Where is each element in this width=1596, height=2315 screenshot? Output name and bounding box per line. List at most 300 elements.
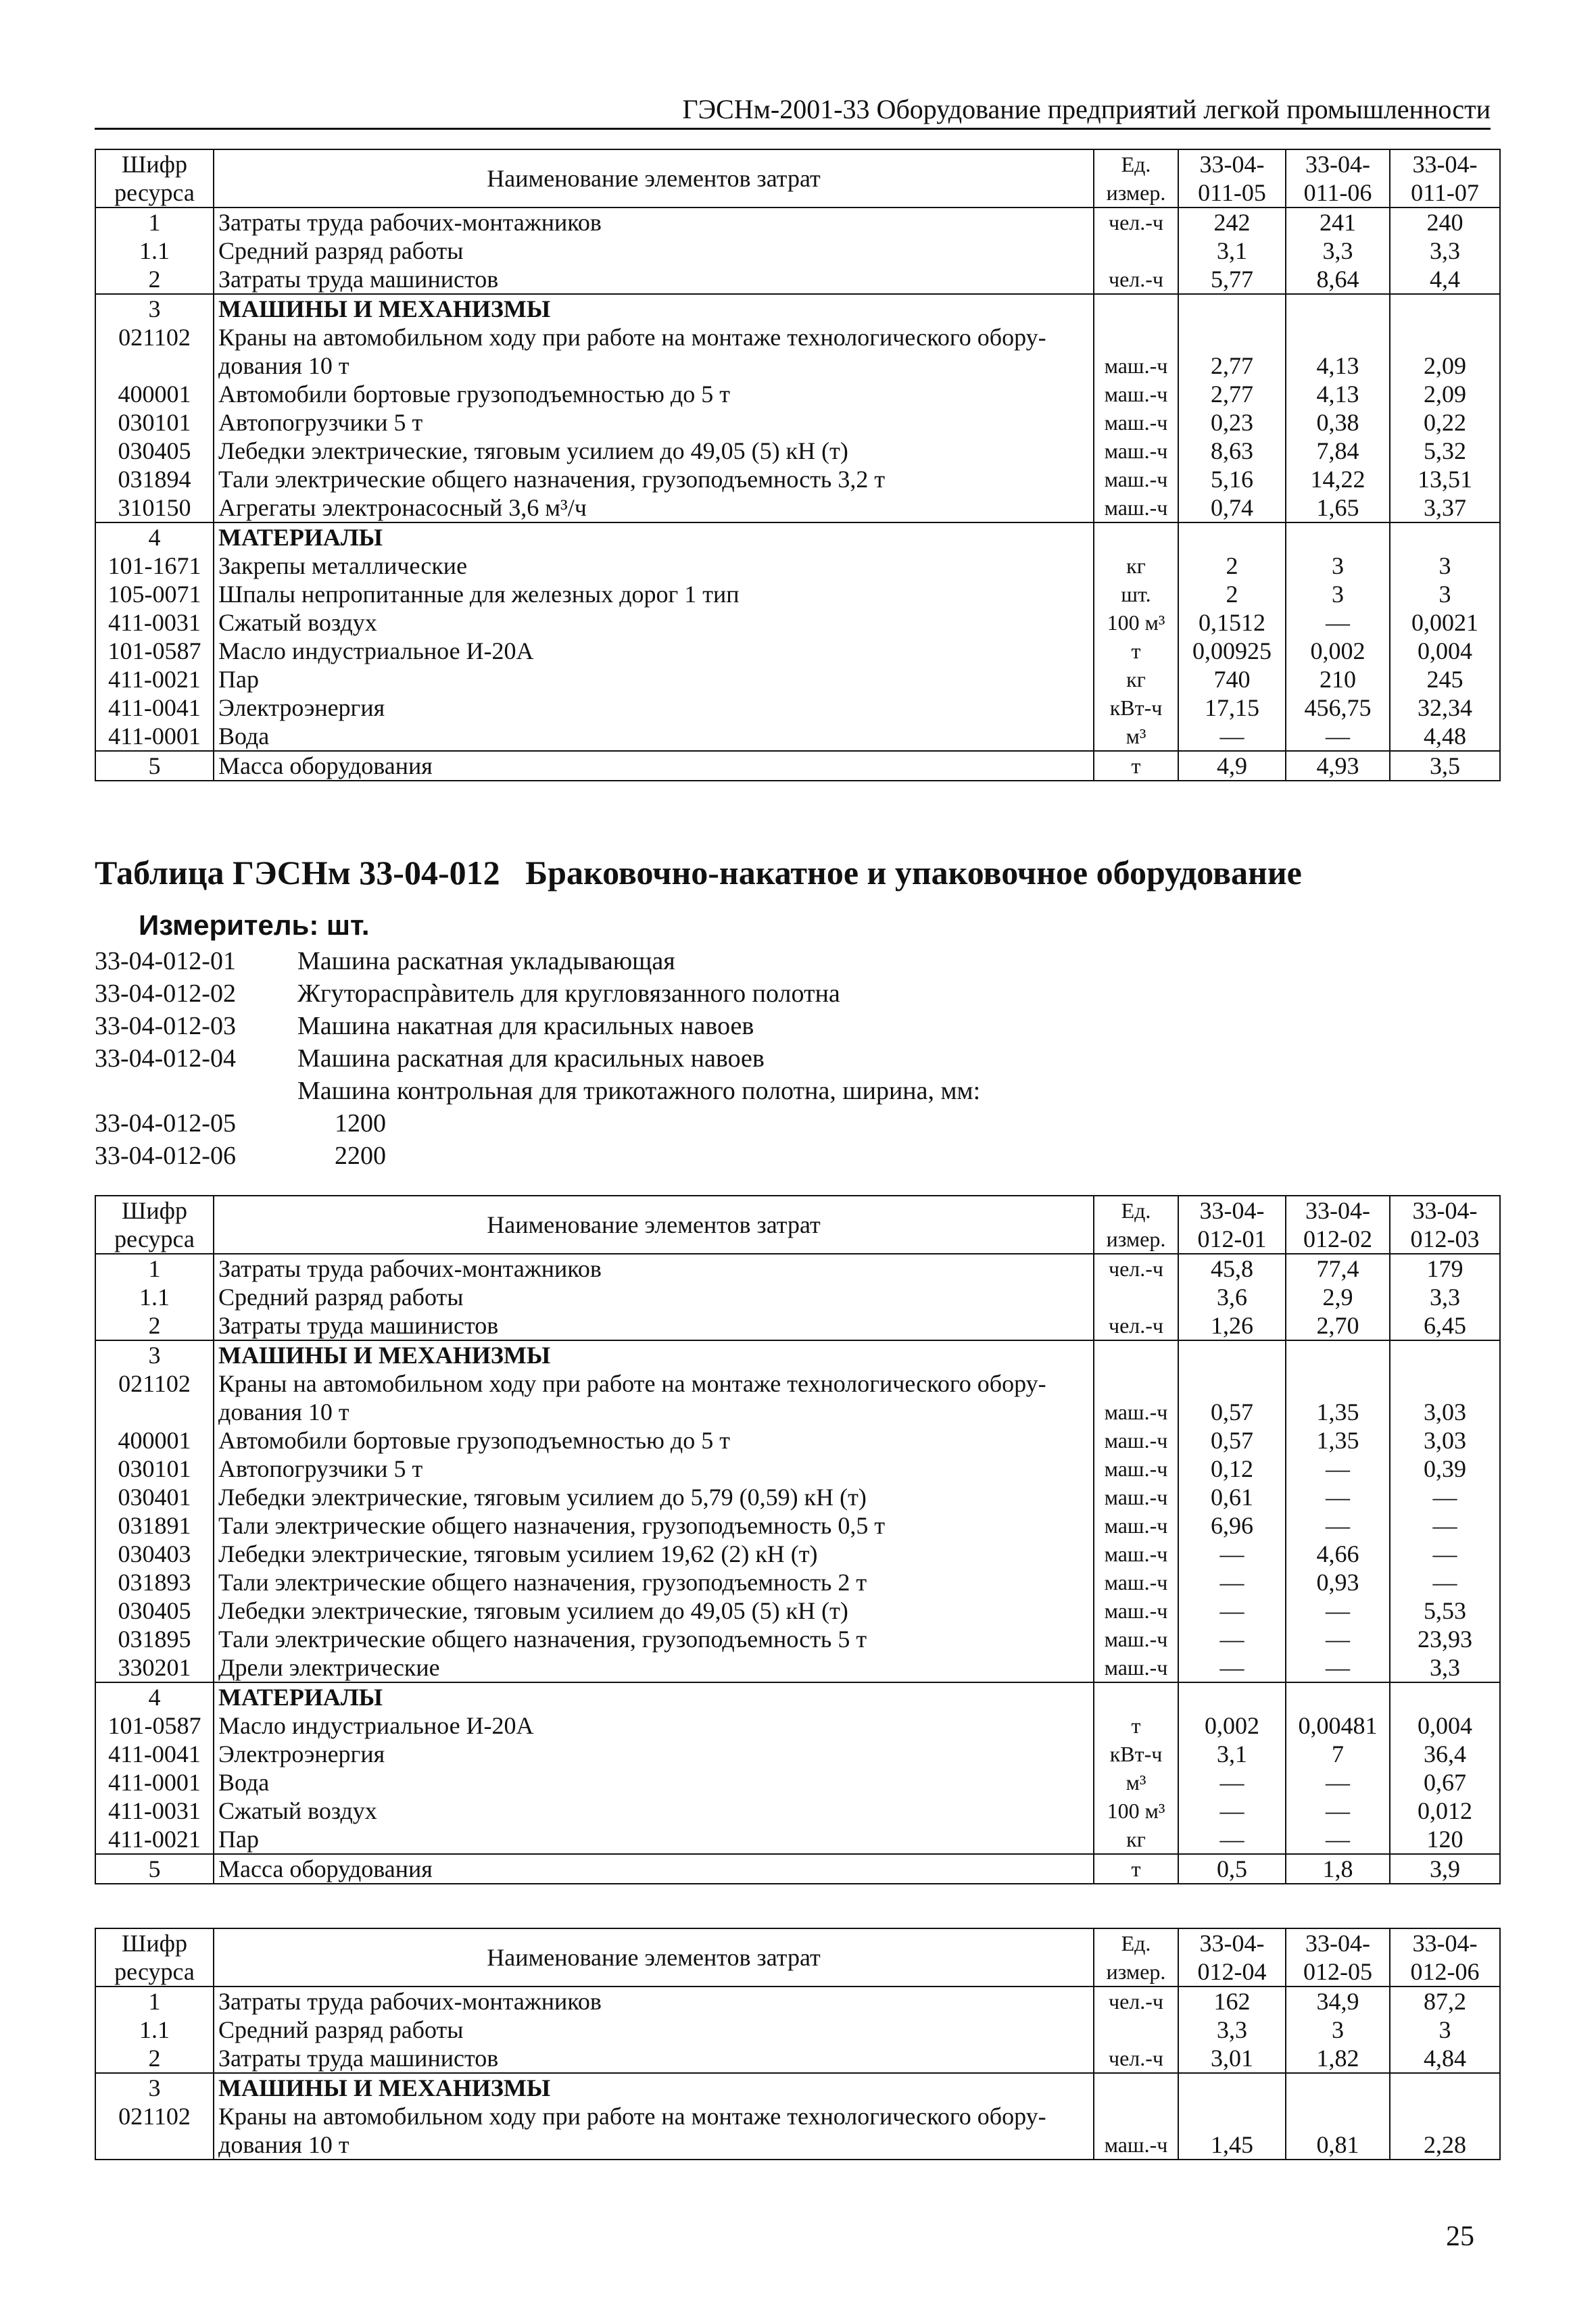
cost-item-name: Затраты труда рабочих-монтажников bbox=[214, 208, 1094, 237]
cost-item-name: Краны на автомобильном ходу при работе на монтаже технологического обору-дования 10 т bbox=[214, 2102, 1094, 2160]
value: 5,16 bbox=[1178, 465, 1286, 493]
table-body bbox=[95, 208, 1500, 781]
value: — bbox=[1286, 1455, 1390, 1483]
resource-code: 4 bbox=[95, 1682, 214, 1711]
cost-item-name: Средний разряд работы bbox=[214, 2016, 1094, 2044]
table-row bbox=[95, 465, 1500, 493]
value: 0,004 bbox=[1390, 1711, 1500, 1740]
unit: 100 м³ bbox=[1094, 608, 1178, 637]
item-code: 33-04-012-01 bbox=[95, 947, 236, 975]
table-row bbox=[95, 408, 1500, 437]
resource-code: 411-0031 bbox=[95, 608, 214, 637]
value: 120 bbox=[1390, 1825, 1500, 1854]
value: 5,77 bbox=[1178, 265, 1286, 294]
unit: т bbox=[1094, 637, 1178, 665]
value: 8,64 bbox=[1286, 265, 1390, 294]
value: 0,74 bbox=[1178, 493, 1286, 522]
cost-item-name: Закрепы металлические bbox=[214, 552, 1094, 580]
unit: маш.-ч bbox=[1094, 437, 1178, 465]
value: — bbox=[1286, 1797, 1390, 1825]
resource-code: 5 bbox=[95, 751, 214, 781]
value: — bbox=[1178, 1597, 1286, 1625]
table-row bbox=[95, 722, 1500, 751]
value bbox=[1178, 522, 1286, 552]
value bbox=[1286, 1682, 1390, 1711]
unit: маш.-ч bbox=[1094, 1653, 1178, 1682]
resource-code: 411-0041 bbox=[95, 1740, 214, 1768]
value: — bbox=[1286, 1825, 1390, 1854]
value: 4,4 bbox=[1390, 265, 1500, 294]
value: 0,5 bbox=[1178, 1854, 1286, 1884]
cost-item-name: Затраты труда машинистов bbox=[214, 2044, 1094, 2073]
table-row bbox=[95, 608, 1500, 637]
table-row bbox=[95, 1455, 1500, 1483]
value: 0,002 bbox=[1286, 637, 1390, 665]
unit: кг bbox=[1094, 552, 1178, 580]
cost-item-name: Электроэнергия bbox=[214, 1740, 1094, 1768]
unit: кВт-ч bbox=[1094, 1740, 1178, 1768]
resource-code: 030101 bbox=[95, 1455, 214, 1483]
cost-item-name: Автомобили бортовые грузоподъемностью до 5 т bbox=[214, 1426, 1094, 1455]
item-name: 2200 bbox=[335, 1142, 386, 1170]
cost-item-name: МАШИНЫ И МЕХАНИЗМЫ bbox=[214, 294, 1094, 323]
value: 3,3 bbox=[1390, 1653, 1500, 1682]
unit: маш.-ч bbox=[1094, 493, 1178, 522]
value: 0,12 bbox=[1178, 1455, 1286, 1483]
value: — bbox=[1178, 1625, 1286, 1653]
value bbox=[1286, 294, 1390, 323]
resource-code: 030405 bbox=[95, 437, 214, 465]
table-row bbox=[95, 1311, 1500, 1340]
table-row bbox=[95, 1625, 1500, 1653]
resource-code: 031895 bbox=[95, 1625, 214, 1653]
value: 456,75 bbox=[1286, 693, 1390, 722]
value: 45,8 bbox=[1178, 1254, 1286, 1283]
value: 242 bbox=[1178, 208, 1286, 237]
unit bbox=[1094, 294, 1178, 323]
value bbox=[1178, 1340, 1286, 1369]
resource-code: 031894 bbox=[95, 465, 214, 493]
value: 3,3 bbox=[1390, 237, 1500, 265]
cost-item-name: Краны на автомобильном ходу при работе на монтаже технологического обору-дования 10 т bbox=[214, 1369, 1094, 1426]
value: — bbox=[1286, 1597, 1390, 1625]
resource-code: 1 bbox=[95, 1254, 214, 1283]
unit: маш.-ч bbox=[1094, 1540, 1178, 1568]
value: 77,4 bbox=[1286, 1254, 1390, 1283]
value: 0,00481 bbox=[1286, 1711, 1390, 1740]
header-column-code: 33-04-012-05 bbox=[1286, 1928, 1390, 1987]
cost-item-name: Автопогрузчики 5 т bbox=[214, 408, 1094, 437]
table-row bbox=[95, 1426, 1500, 1455]
cost-item-name: Пар bbox=[214, 1825, 1094, 1854]
value: 241 bbox=[1286, 208, 1390, 237]
header-column-code: 33-04-012-03 bbox=[1390, 1196, 1500, 1254]
unit: м³ bbox=[1094, 1768, 1178, 1797]
value: 36,4 bbox=[1390, 1740, 1500, 1768]
resource-code: 400001 bbox=[95, 1426, 214, 1455]
page-number: 25 bbox=[1446, 2221, 1474, 2252]
table-row bbox=[95, 522, 1500, 552]
table-row bbox=[95, 1340, 1500, 1369]
header-column-code: 33-04-012-01 bbox=[1178, 1196, 1286, 1254]
unit: чел.-ч bbox=[1094, 208, 1178, 237]
resource-code: 330201 bbox=[95, 1653, 214, 1682]
table-row bbox=[95, 380, 1500, 408]
value bbox=[1286, 1340, 1390, 1369]
value bbox=[1390, 1340, 1500, 1369]
item-name: 1200 bbox=[335, 1109, 386, 1138]
item-name: Машина раскатная для красильных навоев bbox=[297, 1044, 765, 1073]
table-row bbox=[95, 323, 1500, 380]
unit: м³ bbox=[1094, 722, 1178, 751]
resource-code: 031893 bbox=[95, 1568, 214, 1597]
resource-code: 310150 bbox=[95, 493, 214, 522]
header-column-code: 33-04-011-06 bbox=[1286, 149, 1390, 208]
resource-code: 1.1 bbox=[95, 2016, 214, 2044]
cost-item-name: Дрели электрические bbox=[214, 1653, 1094, 1682]
value: 1,45 bbox=[1178, 2102, 1286, 2160]
value: 7 bbox=[1286, 1740, 1390, 1768]
value: 4,13 bbox=[1286, 380, 1390, 408]
item-name: Машина накатная для красильных навоев bbox=[297, 1012, 754, 1040]
resource-code: 2 bbox=[95, 265, 214, 294]
value: — bbox=[1286, 1768, 1390, 1797]
resource-code: 3 bbox=[95, 2073, 214, 2102]
cost-item-name: Электроэнергия bbox=[214, 693, 1094, 722]
running-header: ГЭСНм-2001-33 Оборудование предприятий легкой промышленности bbox=[95, 93, 1491, 130]
unit: шт. bbox=[1094, 580, 1178, 608]
unit: т bbox=[1094, 1854, 1178, 1884]
table-row bbox=[95, 1511, 1500, 1540]
resource-code: 101-1671 bbox=[95, 552, 214, 580]
table-row bbox=[95, 1682, 1500, 1711]
table-row bbox=[95, 1768, 1500, 1797]
value: 2,70 bbox=[1286, 1311, 1390, 1340]
value: — bbox=[1390, 1540, 1500, 1568]
header-column-code: 33-04-012-02 bbox=[1286, 1196, 1390, 1254]
resource-code: 1 bbox=[95, 208, 214, 237]
value: 240 bbox=[1390, 208, 1500, 237]
cost-item-name: Тали электрические общего назначения, грузоподъемность 3,2 т bbox=[214, 465, 1094, 493]
value: 4,13 bbox=[1286, 323, 1390, 380]
resource-code: 021102 bbox=[95, 2102, 214, 2160]
table-row bbox=[95, 2102, 1500, 2160]
cost-item-name: МАТЕРИАЛЫ bbox=[214, 1682, 1094, 1711]
value: 0,012 bbox=[1390, 1797, 1500, 1825]
header-code: Шифр ресурса bbox=[95, 1928, 214, 1987]
table-row bbox=[95, 1854, 1500, 1884]
table-row bbox=[95, 1483, 1500, 1511]
table-row bbox=[95, 1653, 1500, 1682]
unit: маш.-ч bbox=[1094, 2102, 1178, 2160]
value: 0,61 bbox=[1178, 1483, 1286, 1511]
resource-code: 1.1 bbox=[95, 1283, 214, 1311]
value: 1,65 bbox=[1286, 493, 1390, 522]
unit: т bbox=[1094, 1711, 1178, 1740]
value: 14,22 bbox=[1286, 465, 1390, 493]
value: 0,93 bbox=[1286, 1568, 1390, 1597]
header-code: Шифр ресурса bbox=[95, 1196, 214, 1254]
table-row bbox=[95, 1740, 1500, 1768]
value: 740 bbox=[1178, 665, 1286, 693]
unit bbox=[1094, 2016, 1178, 2044]
unit: маш.-ч bbox=[1094, 408, 1178, 437]
cost-item-name: Затраты труда машинистов bbox=[214, 265, 1094, 294]
value: 0,0021 bbox=[1390, 608, 1500, 637]
cost-item-name: Средний разряд работы bbox=[214, 237, 1094, 265]
table-row bbox=[95, 1711, 1500, 1740]
value bbox=[1286, 2073, 1390, 2102]
unit: кВт-ч bbox=[1094, 693, 1178, 722]
header-unit: Ед. измер. bbox=[1094, 1928, 1178, 1987]
table-row bbox=[95, 1825, 1500, 1854]
resource-code: 2 bbox=[95, 2044, 214, 2073]
header-row bbox=[95, 1928, 1500, 1987]
resource-code: 021102 bbox=[95, 323, 214, 380]
value: 1,8 bbox=[1286, 1854, 1390, 1884]
table-row bbox=[95, 693, 1500, 722]
unit-of-measure: Измеритель: шт. bbox=[139, 909, 370, 941]
item-name: Жгутораспрàвитель для кругловязанного полотна bbox=[297, 979, 840, 1008]
unit: маш.-ч bbox=[1094, 1597, 1178, 1625]
unit: чел.-ч bbox=[1094, 1311, 1178, 1340]
value: 0,22 bbox=[1390, 408, 1500, 437]
value: 0,67 bbox=[1390, 1768, 1500, 1797]
cost-table-011 bbox=[95, 149, 1501, 781]
unit: маш.-ч bbox=[1094, 1426, 1178, 1455]
resource-code: 3 bbox=[95, 1340, 214, 1369]
value: 4,66 bbox=[1286, 1540, 1390, 1568]
value: 3,3 bbox=[1178, 2016, 1286, 2044]
cost-item-name: Автомобили бортовые грузоподъемностью до 5 т bbox=[214, 380, 1094, 408]
header-column-code: 33-04-012-06 bbox=[1390, 1928, 1500, 1987]
table-body bbox=[95, 1987, 1500, 2160]
value: 13,51 bbox=[1390, 465, 1500, 493]
unit: 100 м³ bbox=[1094, 1797, 1178, 1825]
value: 3,37 bbox=[1390, 493, 1500, 522]
header-name: Наименование элементов затрат bbox=[214, 1196, 1094, 1254]
unit bbox=[1094, 1340, 1178, 1369]
table-row bbox=[95, 637, 1500, 665]
value: 1,82 bbox=[1286, 2044, 1390, 2073]
table-row bbox=[95, 1597, 1500, 1625]
cost-item-name: Затраты труда рабочих-монтажников bbox=[214, 1254, 1094, 1283]
resource-code: 101-0587 bbox=[95, 1711, 214, 1740]
value: 3,3 bbox=[1286, 237, 1390, 265]
resource-code: 105-0071 bbox=[95, 580, 214, 608]
table-row bbox=[95, 1540, 1500, 1568]
value: 1,26 bbox=[1178, 1311, 1286, 1340]
resource-code: 411-0041 bbox=[95, 693, 214, 722]
value: 3 bbox=[1390, 580, 1500, 608]
value: — bbox=[1286, 1483, 1390, 1511]
value: — bbox=[1286, 608, 1390, 637]
value: 23,93 bbox=[1390, 1625, 1500, 1653]
table-row bbox=[95, 1568, 1500, 1597]
value: 1,35 bbox=[1286, 1369, 1390, 1426]
value: — bbox=[1178, 1797, 1286, 1825]
value: 179 bbox=[1390, 1254, 1500, 1283]
item-code: 33-04-012-03 bbox=[95, 1012, 236, 1040]
resource-code: 400001 bbox=[95, 380, 214, 408]
resource-code: 411-0001 bbox=[95, 722, 214, 751]
value: 0,1512 bbox=[1178, 608, 1286, 637]
table-row bbox=[95, 437, 1500, 465]
unit bbox=[1094, 2073, 1178, 2102]
table-row bbox=[95, 665, 1500, 693]
value: 5,53 bbox=[1390, 1597, 1500, 1625]
value bbox=[1178, 2073, 1286, 2102]
resource-code: 5 bbox=[95, 1854, 214, 1884]
value: 34,9 bbox=[1286, 1987, 1390, 2016]
header-unit: Ед. измер. bbox=[1094, 1196, 1178, 1254]
value: — bbox=[1390, 1483, 1500, 1511]
cost-item-name: МАТЕРИАЛЫ bbox=[214, 522, 1094, 552]
unit: маш.-ч bbox=[1094, 380, 1178, 408]
unit bbox=[1094, 237, 1178, 265]
value: — bbox=[1286, 1511, 1390, 1540]
resource-code: 1 bbox=[95, 1987, 214, 2016]
cost-item-name: Автопогрузчики 5 т bbox=[214, 1455, 1094, 1483]
table-header bbox=[95, 1928, 1500, 1987]
value: — bbox=[1178, 1568, 1286, 1597]
cost-item-name: Вода bbox=[214, 722, 1094, 751]
cost-item-name: Лебедки электрические, тяговым усилием до 49,05 (5) кН (т) bbox=[214, 437, 1094, 465]
cost-item-name: МАШИНЫ И МЕХАНИЗМЫ bbox=[214, 1340, 1094, 1369]
value: — bbox=[1286, 722, 1390, 751]
table-row bbox=[95, 2016, 1500, 2044]
table-title: Таблица ГЭСНм 33-04-012 Браковочно-накатное и упаковочное оборудование bbox=[95, 854, 1302, 892]
resource-code: 411-0021 bbox=[95, 1825, 214, 1854]
value: — bbox=[1286, 1625, 1390, 1653]
value bbox=[1178, 294, 1286, 323]
table-row bbox=[95, 265, 1500, 294]
item-code: 33-04-012-05 bbox=[95, 1109, 236, 1138]
cost-item-name: Лебедки электрические, тяговым усилием до 5,79 (0,59) кН (т) bbox=[214, 1483, 1094, 1511]
resource-code: 2 bbox=[95, 1311, 214, 1340]
unit: маш.-ч bbox=[1094, 1455, 1178, 1483]
cost-item-name: Вода bbox=[214, 1768, 1094, 1797]
value bbox=[1178, 1682, 1286, 1711]
unit: маш.-ч bbox=[1094, 465, 1178, 493]
resource-code: 4 bbox=[95, 522, 214, 552]
value: 4,84 bbox=[1390, 2044, 1500, 2073]
resource-code: 411-0001 bbox=[95, 1768, 214, 1797]
value: 3,01 bbox=[1178, 2044, 1286, 2073]
value bbox=[1390, 294, 1500, 323]
resource-code: 030403 bbox=[95, 1540, 214, 1568]
cost-item-name: Средний разряд работы bbox=[214, 1283, 1094, 1311]
table-row bbox=[95, 2073, 1500, 2102]
value: — bbox=[1390, 1511, 1500, 1540]
value: 32,34 bbox=[1390, 693, 1500, 722]
value: 87,2 bbox=[1390, 1987, 1500, 2016]
cost-item-name: Агрегаты электронасосный 3,6 м³/ч bbox=[214, 493, 1094, 522]
value: 0,002 bbox=[1178, 1711, 1286, 1740]
value: 5,32 bbox=[1390, 437, 1500, 465]
unit: маш.-ч bbox=[1094, 1568, 1178, 1597]
resource-code: 031891 bbox=[95, 1511, 214, 1540]
cost-table-012-a bbox=[95, 1195, 1501, 1884]
header-column-code: 33-04-012-04 bbox=[1178, 1928, 1286, 1987]
table-row bbox=[95, 552, 1500, 580]
table-row bbox=[95, 751, 1500, 781]
value: 3 bbox=[1286, 552, 1390, 580]
table-row bbox=[95, 237, 1500, 265]
table-row bbox=[95, 1369, 1500, 1426]
value: — bbox=[1286, 1653, 1390, 1682]
value: 0,57 bbox=[1178, 1369, 1286, 1426]
header-row bbox=[95, 149, 1500, 208]
table-body bbox=[95, 1254, 1500, 1884]
value: 4,48 bbox=[1390, 722, 1500, 751]
table-header bbox=[95, 1196, 1500, 1254]
unit: маш.-ч bbox=[1094, 1483, 1178, 1511]
unit bbox=[1094, 1283, 1178, 1311]
value: 2,77 bbox=[1178, 380, 1286, 408]
cost-item-name: Сжатый воздух bbox=[214, 608, 1094, 637]
unit: чел.-ч bbox=[1094, 1254, 1178, 1283]
value: 0,004 bbox=[1390, 637, 1500, 665]
value: 0,23 bbox=[1178, 408, 1286, 437]
value: 2,09 bbox=[1390, 380, 1500, 408]
header-row bbox=[95, 1196, 1500, 1254]
value: — bbox=[1178, 722, 1286, 751]
table-row bbox=[95, 493, 1500, 522]
cost-item-name: Масса оборудования bbox=[214, 751, 1094, 781]
cost-table-012-b bbox=[95, 1928, 1501, 2160]
cost-item-name: Затраты труда рабочих-монтажников bbox=[214, 1987, 1094, 2016]
value: 245 bbox=[1390, 665, 1500, 693]
value: — bbox=[1390, 1568, 1500, 1597]
unit bbox=[1094, 1682, 1178, 1711]
table-row bbox=[95, 1797, 1500, 1825]
value: 2 bbox=[1178, 580, 1286, 608]
unit: маш.-ч bbox=[1094, 1511, 1178, 1540]
item-name: Машина раскатная укладывающая bbox=[297, 947, 675, 975]
value: 8,63 bbox=[1178, 437, 1286, 465]
cost-item-name: Тали электрические общего назначения, грузоподъемность 5 т bbox=[214, 1625, 1094, 1653]
value: 210 bbox=[1286, 665, 1390, 693]
header-column-code: 33-04-011-05 bbox=[1178, 149, 1286, 208]
header-column-code: 33-04-011-07 bbox=[1390, 149, 1500, 208]
cost-item-name: Лебедки электрические, тяговым усилием 19,62 (2) кН (т) bbox=[214, 1540, 1094, 1568]
item-code: 33-04-012-06 bbox=[95, 1142, 236, 1170]
resource-code: 1.1 bbox=[95, 237, 214, 265]
cost-item-name: Тали электрические общего назначения, грузоподъемность 2 т bbox=[214, 1568, 1094, 1597]
unit: маш.-ч bbox=[1094, 1369, 1178, 1426]
header-name: Наименование элементов затрат bbox=[214, 1928, 1094, 1987]
value: 3,1 bbox=[1178, 237, 1286, 265]
value: 3 bbox=[1390, 2016, 1500, 2044]
cost-item-name: Краны на автомобильном ходу при работе на монтаже технологического обору-дования 10 т bbox=[214, 323, 1094, 380]
cost-item-name: Масло индустриальное И-20А bbox=[214, 1711, 1094, 1740]
value: 0,39 bbox=[1390, 1455, 1500, 1483]
value: 3,3 bbox=[1390, 1283, 1500, 1311]
resource-code: 030101 bbox=[95, 408, 214, 437]
value: 2,09 bbox=[1390, 323, 1500, 380]
table-row bbox=[95, 294, 1500, 323]
value: 3 bbox=[1286, 580, 1390, 608]
resource-code: 101-0587 bbox=[95, 637, 214, 665]
value: 3,5 bbox=[1390, 751, 1500, 781]
unit: т bbox=[1094, 751, 1178, 781]
unit: чел.-ч bbox=[1094, 265, 1178, 294]
resource-code: 030401 bbox=[95, 1483, 214, 1511]
value: 4,9 bbox=[1178, 751, 1286, 781]
value: 3,03 bbox=[1390, 1369, 1500, 1426]
value: — bbox=[1178, 1540, 1286, 1568]
